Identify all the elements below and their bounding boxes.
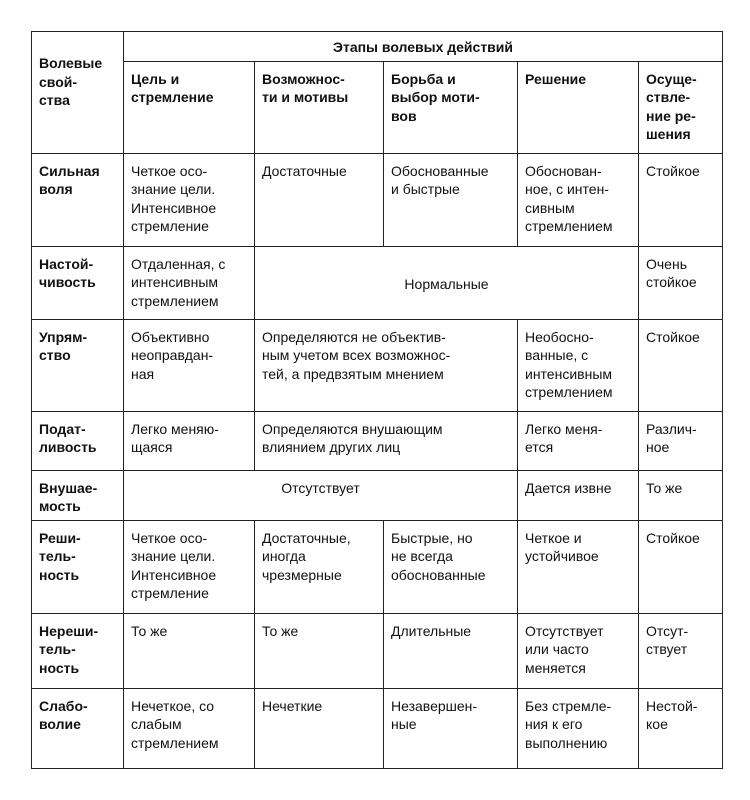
- table-cell: Объективно неоправдан- ная: [124, 319, 255, 411]
- table-row: [32, 411, 723, 470]
- table-cell: Нечеткие: [255, 688, 384, 768]
- table-row: [32, 688, 723, 768]
- table-cell: Различ- ное: [639, 411, 723, 470]
- table-cell: Отсутствует или часто меняется: [518, 613, 639, 688]
- table-cell: Нормальные: [255, 246, 639, 319]
- stage-header: Борьба и выбор моти- вов: [384, 61, 518, 153]
- table-cell: Необосно- ванные, с интенсивным стремлением: [518, 319, 639, 411]
- table-cell: Четкое осо- знание цели. Интенсивное стремление: [124, 520, 255, 613]
- table-cell: То же: [255, 613, 384, 688]
- table-cell: Дается извне: [518, 470, 639, 520]
- table-row: [32, 613, 723, 688]
- table-row: [32, 319, 723, 411]
- table-cell: Достаточные, иногда чрезмерные: [255, 520, 384, 613]
- row-label: Реши- тель- ность: [32, 520, 124, 613]
- row-label: Сильная воля: [32, 153, 124, 246]
- stage-header: Решение: [518, 61, 639, 153]
- table-cell: Легко меня- ется: [518, 411, 639, 470]
- row-label: Нереши- тель- ность: [32, 613, 124, 688]
- table-cell: Стойкое: [639, 153, 723, 246]
- table-cell: Отсутствует: [124, 470, 518, 520]
- row-label-header: Волевые свой- ства: [32, 32, 124, 154]
- table-cell: Определяются не объектив- ным учетом всех возможнос- тей, а предвзятым мнением: [255, 319, 518, 411]
- table-cell: Обоснованные и быстрые: [384, 153, 518, 246]
- stage-header: Цель и стремление: [124, 61, 255, 153]
- volitional-properties-table: [31, 31, 723, 769]
- table-cell: Стойкое: [639, 319, 723, 411]
- table-cell: Четкое осо- знание цели. Интенсивное стремление: [124, 153, 255, 246]
- table-cell: Обоснован- ное, с интен- сивным стремлением: [518, 153, 639, 246]
- table-cell: То же: [124, 613, 255, 688]
- header-group-row: [32, 32, 723, 62]
- table-cell: Легко меняю- щаяся: [124, 411, 255, 470]
- row-label: Слабо- волие: [32, 688, 124, 768]
- table-cell: То же: [639, 470, 723, 520]
- stage-header: Осуще- ствле- ние ре- шения: [639, 61, 723, 153]
- table-cell: Отдаленная, с интенсивным стремлением: [124, 246, 255, 319]
- table-cell: Отсут- ствует: [639, 613, 723, 688]
- table-cell: Очень стойкое: [639, 246, 723, 319]
- table-cell: Без стремле- ния к его выполнению: [518, 688, 639, 768]
- table-cell: Нестой- кое: [639, 688, 723, 768]
- table-row: [32, 246, 723, 319]
- table-cell: Длительные: [384, 613, 518, 688]
- stage-header: Возможнос- ти и мотивы: [255, 61, 384, 153]
- row-label: Настой- чивость: [32, 246, 124, 319]
- row-label: Подат- ливость: [32, 411, 124, 470]
- group-title: Этапы волевых действий: [124, 32, 723, 62]
- table-cell: Достаточные: [255, 153, 384, 246]
- table-cell: Определяются внушающим влиянием других лиц: [255, 411, 518, 470]
- table-row: [32, 153, 723, 246]
- row-label: Внушае- мость: [32, 470, 124, 520]
- table-cell: Стойкое: [639, 520, 723, 613]
- table-cell: Четкое и устойчивое: [518, 520, 639, 613]
- table-row: [32, 520, 723, 613]
- table-cell: Быстрые, но не всегда обоснованные: [384, 520, 518, 613]
- table-cell: Нечеткое, со слабым стремлением: [124, 688, 255, 768]
- row-label: Упрям- ство: [32, 319, 124, 411]
- header-stages-row: [32, 61, 723, 153]
- table-row: [32, 470, 723, 520]
- table-cell: Незавершен- ные: [384, 688, 518, 768]
